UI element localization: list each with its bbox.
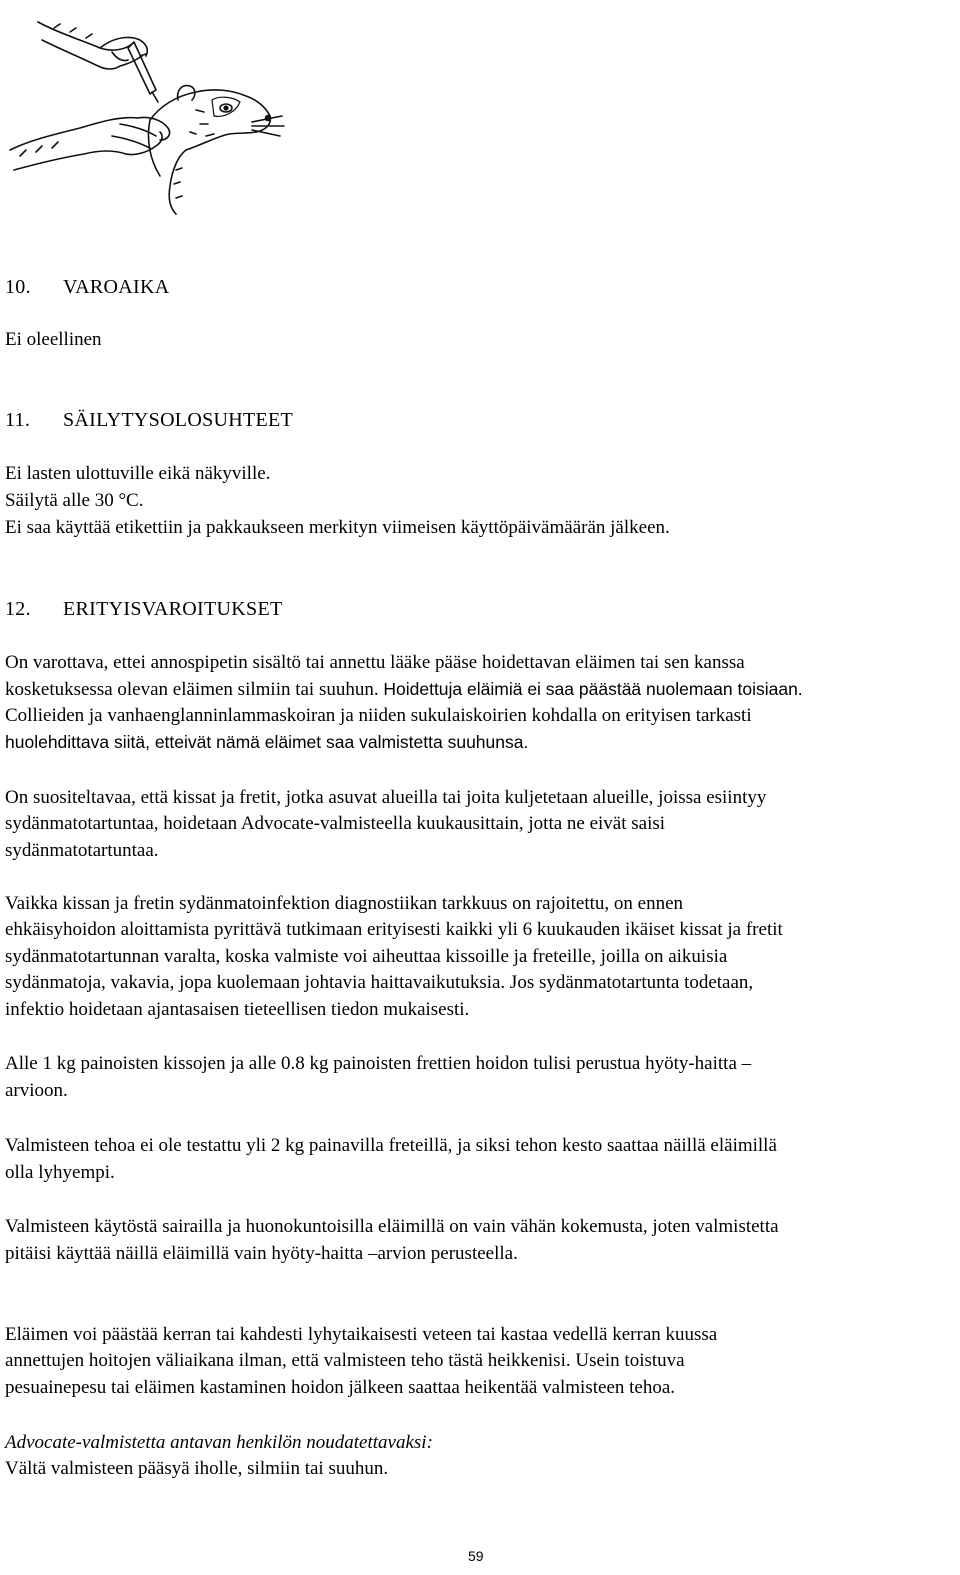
warning-line: On varottava, ettei annospipetin sisältö tai annettu lääke pääse hoidettavan eläimen tai sen kanssa <box>5 652 745 673</box>
warning-line: pitäisi käyttää näillä eläimillä vain hyöty-haitta –arvion perusteella. <box>5 1243 518 1264</box>
warning-line: Valmisteen käytöstä sairailla ja huonokuntoisilla eläimillä on vain vähän kokemusta, joten valmistetta <box>5 1216 779 1237</box>
warning-line: annettujen hoitojen väliaikana ilman, että valmisteen teho tästä heikkenisi. Usein toistuva <box>5 1350 685 1371</box>
warning-line: Collieiden ja vanhaenglanninlammaskoiran ja niiden sukulaiskoirien kohdalla on erityisen tarkasti <box>5 705 752 726</box>
warning-line: Eläimen voi päästää kerran tai kahdesti lyhytaikaisesti veteen tai kastaa vedellä kerran kuussa <box>5 1324 718 1345</box>
warning-line: sydänmatoja, vakavia, jopa kuolemaan johtavia haittavaikutuksia. Jos sydänmatotartunta todetaan, <box>5 972 754 993</box>
ferret-eye-drop-illustration-icon <box>0 0 290 225</box>
user-precautions-line: Vältä valmisteen pääsyä iholle, silmiin tai suuhun. <box>5 1458 389 1479</box>
section-title: ERITYISVAROITUKSET <box>63 598 283 620</box>
storage-line: Ei saa käyttää etikettiin ja pakkaukseen merkityn viimeisen käyttöpäivämäärän jälkeen. <box>5 517 670 538</box>
warning-text: kosketuksessa olevan eläimen silmiin tai suuhun. <box>5 679 384 700</box>
section-number: 10. <box>5 276 31 298</box>
section-number: 11. <box>5 409 31 431</box>
warning-line: Alle 1 kg painoisten kissojen ja alle 0.8 kg painoisten frettien hoidon tulisi perustua hyöty-haitta – <box>5 1053 752 1074</box>
withdrawal-period-text: Ei oleellinen <box>5 329 102 350</box>
section-number: 12. <box>5 598 31 620</box>
warning-line: olla lyhyempi. <box>5 1162 115 1183</box>
warning-line <box>5 676 803 703</box>
section-title: SÄILYTYSOLOSUHTEET <box>63 409 294 431</box>
section-title: VAROAIKA <box>63 276 170 298</box>
section-11-heading <box>5 407 293 433</box>
user-precautions-heading: Advocate-valmistetta antavan henkilön noudatettavaksi: <box>5 1432 433 1453</box>
warning-line: huolehdittava siitä, etteivät nämä eläimet saa valmistetta suuhunsa. <box>5 732 529 752</box>
storage-line: Ei lasten ulottuville eikä näkyville. <box>5 463 271 484</box>
warning-line: sydänmatotartuntaa. <box>5 840 159 861</box>
warning-line: pesuainepesu tai eläimen kastaminen hoidon jälkeen saattaa heikentää valmisteen tehoa. <box>5 1377 676 1398</box>
warning-line: Vaikka kissan ja fretin sydänmatoinfektion diagnostiikan tarkkuus on rajoitettu, on ennen <box>5 893 684 914</box>
storage-line: Säilytä alle 30 °C. <box>5 490 144 511</box>
warning-line: ehkäisyhoidon aloittamista pyrittävä tutkimaan erityisesti kaikki yli 6 kuukauden ikäiset kissat ja fretit <box>5 919 783 940</box>
warning-line: On suositeltavaa, että kissat ja fretit, jotka asuvat alueilla tai joita kuljetetaan alueille, joissa esiintyy <box>5 787 767 808</box>
warning-line: sydänmatotartunnan varalta, koska valmiste voi aiheuttaa kissoille ja freteille, joilla on aikuisia <box>5 946 728 967</box>
warning-line: Valmisteen tehoa ei ole testattu yli 2 kg painavilla freteillä, ja siksi tehon kesto saattaa näillä eläimillä <box>5 1135 777 1156</box>
warning-line: infektio hoidetaan ajantasaisen tieteellisen tiedon mukaisesti. <box>5 999 470 1020</box>
section-10-heading <box>5 274 169 300</box>
section-12-heading <box>5 596 282 622</box>
warning-line: sydänmatotartuntaa, hoidetaan Advocate-valmisteella kuukausittain, jotta ne eivät saisi <box>5 813 666 834</box>
warning-line: arvioon. <box>5 1080 68 1101</box>
page-number: 59 <box>468 1548 484 1564</box>
warning-text-sans: Hoidettuja eläimiä ei saa päästää nuolemaan toisiaan. <box>383 679 803 699</box>
